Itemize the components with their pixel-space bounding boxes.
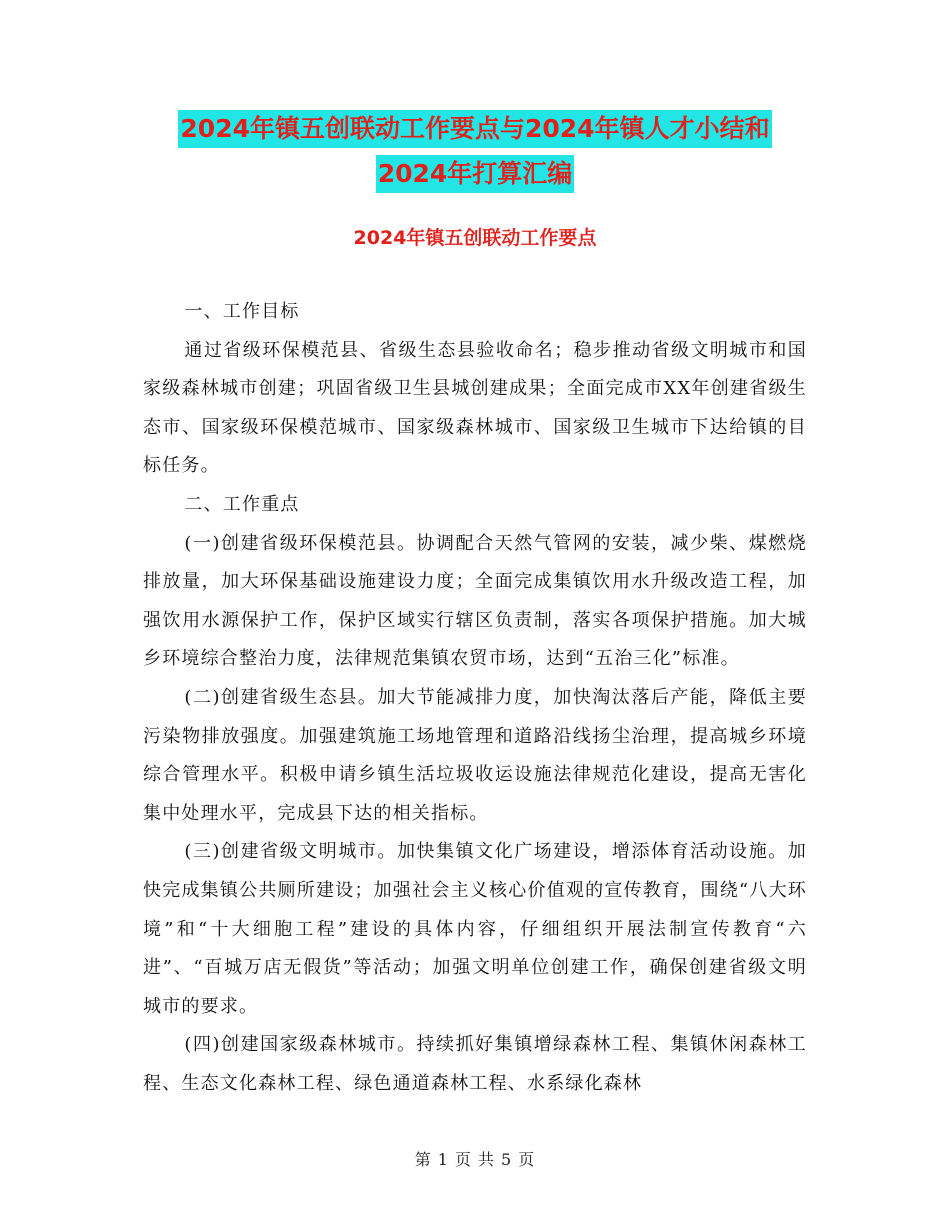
paragraph-work-goals: 通过省级环保模范县、省级生态县验收命名；稳步推动省级文明城市和国家级森林城市创建；巩固省级卫生县城创建成果；全面完成市XX年创建省级生态市、国家级环保模范城市、国家级森林城市、国家级卫生城市下达给镇的目标任务。 [143, 339, 807, 477]
heading-work-focus: 二、工作重点 [184, 493, 300, 515]
footer-total-label: 共 [478, 1150, 496, 1169]
paragraph-focus-4: (四)创建国家级森林城市。持续抓好集镇增绿森林工程、集镇休闲森林工程、生态文化森林工程、绿色通道森林工程、水系绿化森林 [143, 1034, 807, 1094]
paragraph-focus-3: (三)创建省级文明城市。加快集镇文化广场建设，增添体育活动设施。加快完成集镇公共厕所建设；加强社会主义核心价值观的宣传教育，围绕“八大环境”和“十大细胞工程”建设的具体内容，仔细组织开展法制宣传教育“六进”、“百城万店无假货”等活动；加强文明单位创建工作，确保创建省级文明城市的要求。 [143, 841, 807, 1017]
footer-page-mid: 页 [454, 1150, 472, 1169]
paragraph-focus-1: (一)创建省级环保模范县。协调配合天然气管网的安装，减少柴、煤燃烧排放量，加大环保基础设施建设力度；全面完成集镇饮用水升级改造工程，加强饮用水源保护工作，保护区域实行辖区负责制，落实各项保护措施。加大城乡环境综合整治力度，法律规范集镇农贸市场，达到“五治三化”标准。 [143, 532, 807, 670]
footer-suffix: 页 [518, 1150, 536, 1169]
footer-total-pages: 5 [501, 1150, 513, 1169]
paragraph-focus-2: (二)创建省级生态县。加大节能减排力度，加快淘汰落后产能，降低主要污染物排放强度。加强建筑施工场地管理和道路沿线扬尘治理，提高城乡环境综合管理水平。积极申请乡镇生活垃圾收运设施法律规范化建设，提高无害化集中处理水平，完成县下达的相关指标。 [143, 686, 807, 824]
document-body [143, 293, 807, 1103]
document-title-line-1 [0, 110, 950, 148]
footer-prefix: 第 [414, 1150, 432, 1169]
title-highlight-1: 2024年镇五创联动工作要点与2024年镇人才小结和 [178, 110, 771, 148]
heading-work-goals: 一、工作目标 [184, 301, 300, 322]
section-title: 2024年镇五创联动工作要点 [353, 227, 597, 249]
footer-current-page: 1 [437, 1150, 449, 1169]
page-footer [0, 1147, 950, 1170]
title-highlight-2: 2024年打算汇编 [376, 155, 575, 193]
document-title-line-2 [0, 155, 950, 193]
